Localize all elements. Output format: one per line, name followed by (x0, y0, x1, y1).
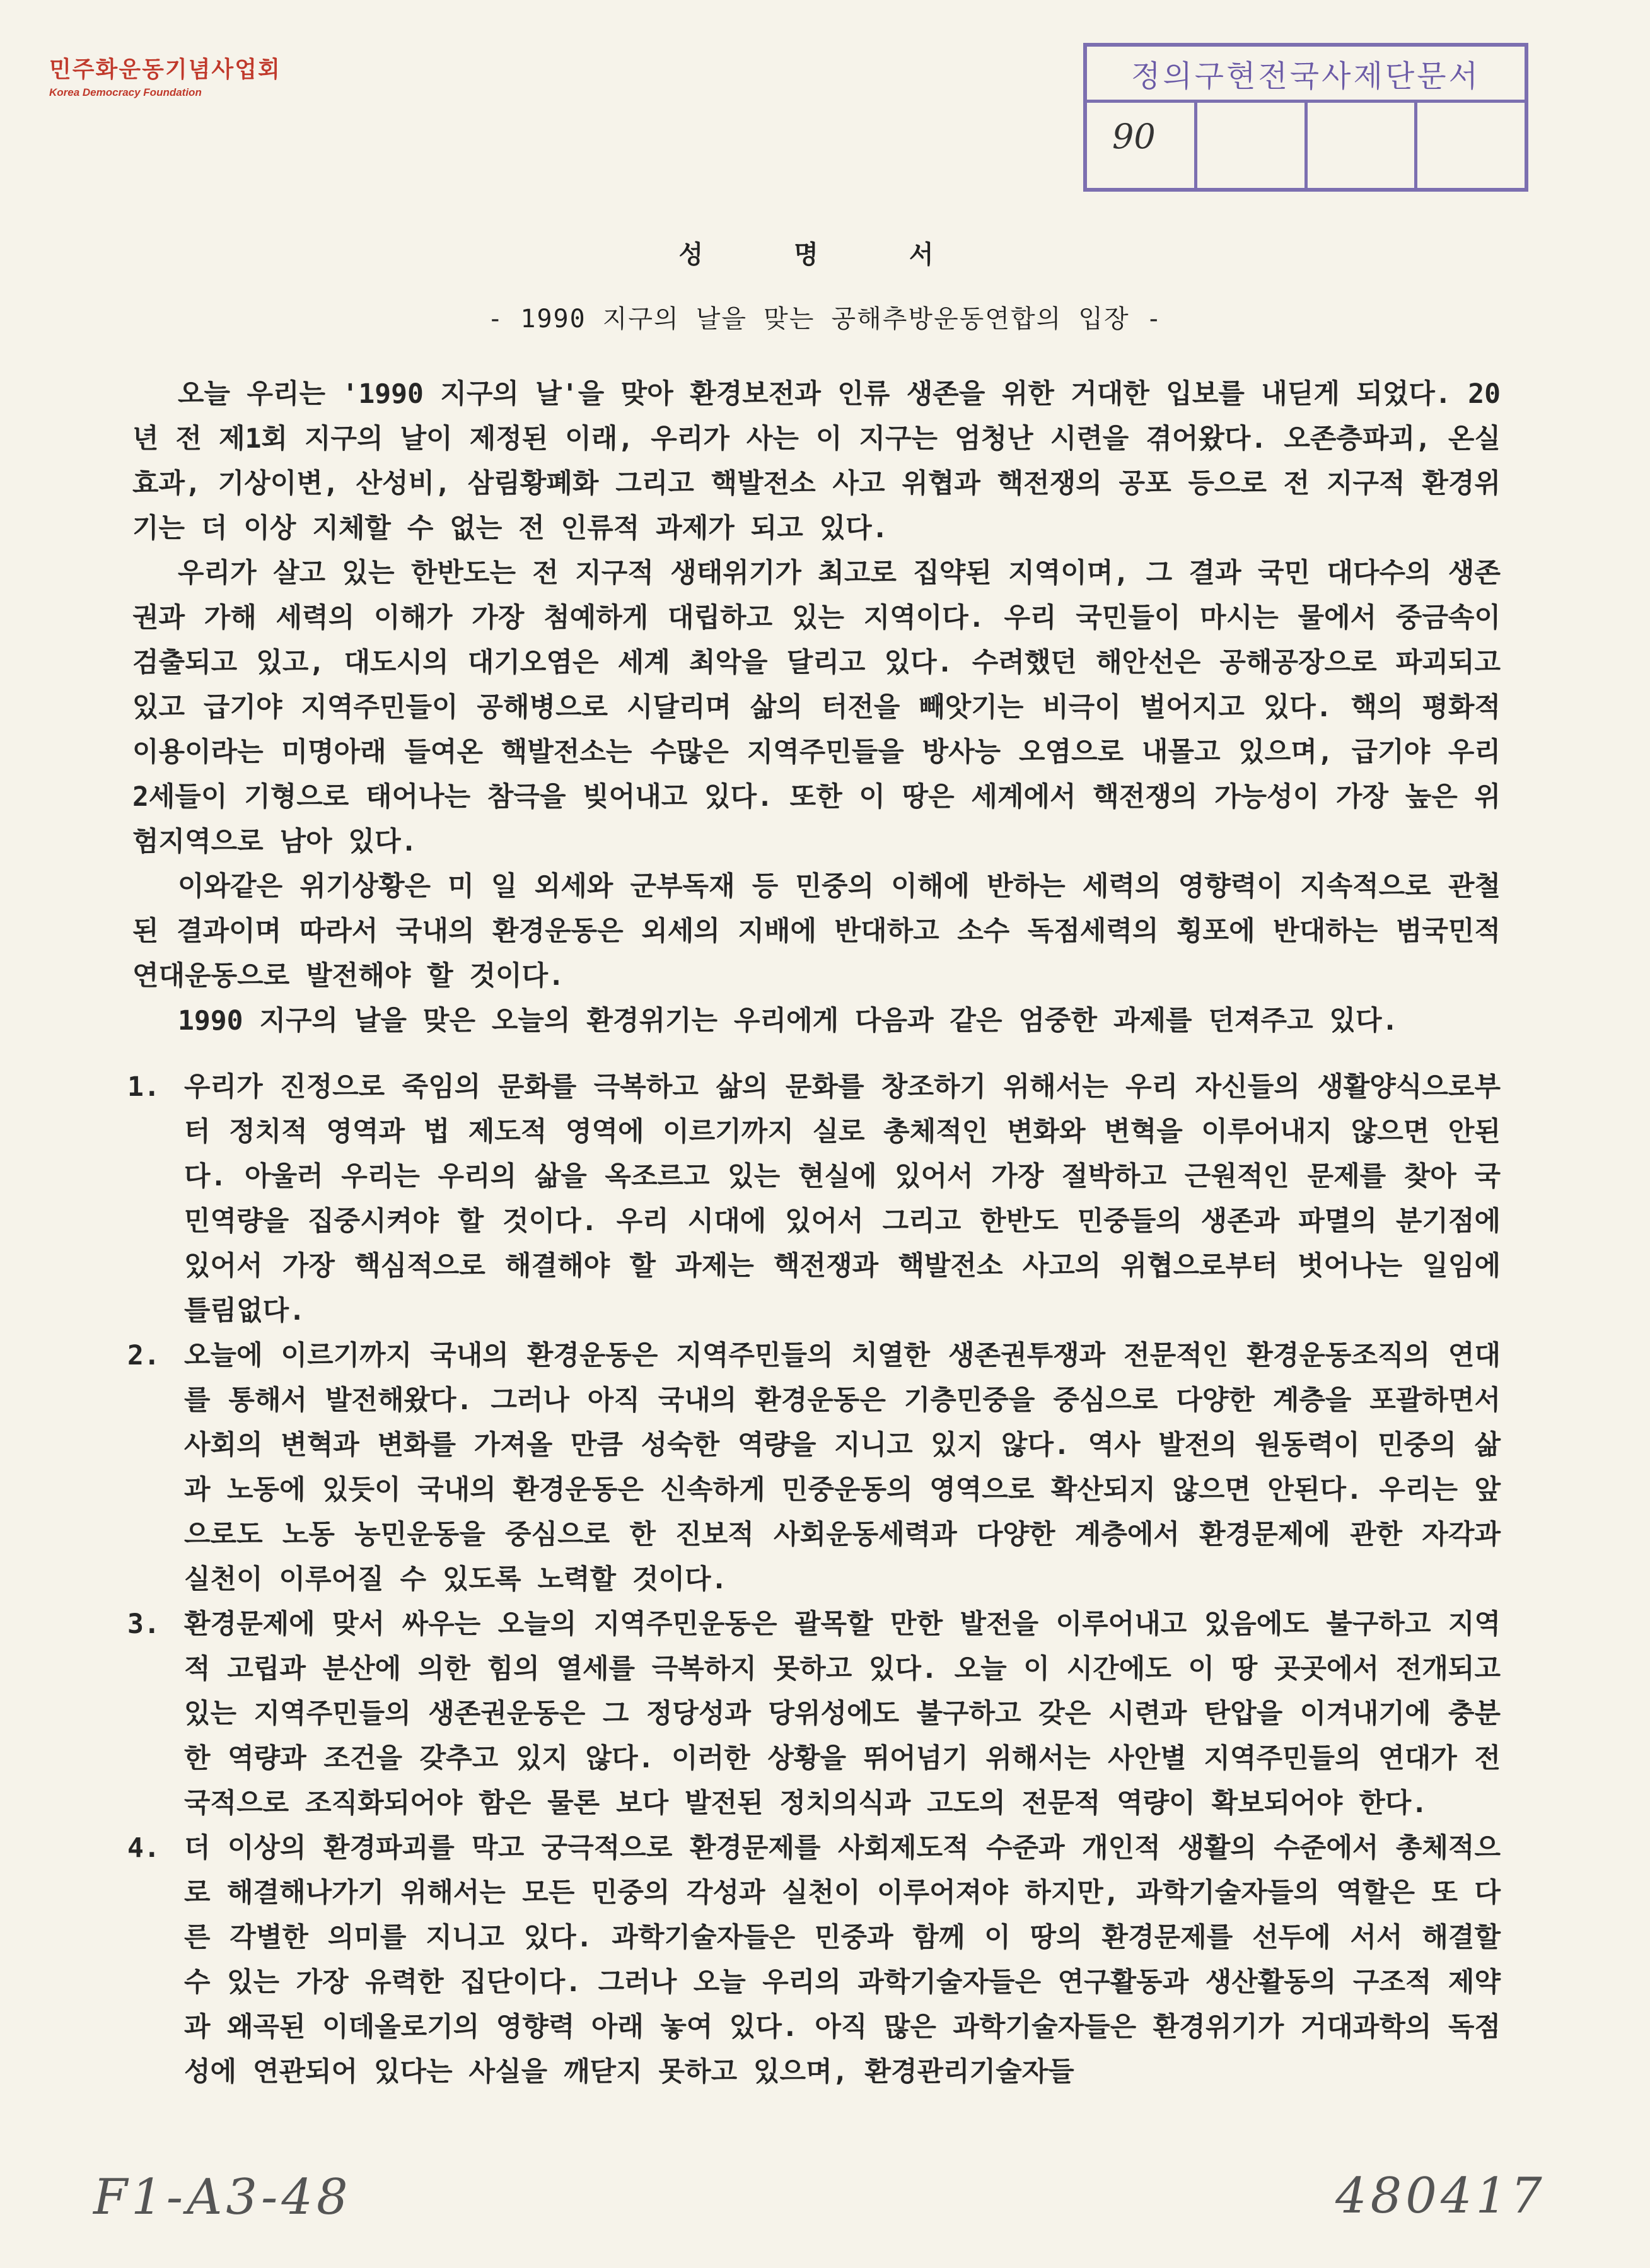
list-item (127, 1334, 1501, 1602)
foundation-logo (49, 52, 281, 99)
numbered-list (127, 1065, 1501, 2095)
handwritten-archive-code: F1-A3-48 (93, 2169, 352, 2226)
stamp-cell (1417, 103, 1525, 191)
stamp-cell (1197, 103, 1308, 191)
list-item (127, 1065, 1501, 1334)
stamp-cells (1087, 103, 1525, 191)
stamp-cell (1087, 103, 1197, 191)
handwritten-serial-number: 480417 (1335, 2168, 1546, 2224)
list-item-text: 환경문제에 맞서 싸우는 오늘의 지역주민운동은 괄목할 만한 발전을 이루어내고 있음에도 불구하고 지역적 고립과 분산에 의한 힘의 열세를 극복하지 못하고 있다. 오늘 이 시간에도 이 땅 곳곳에서 전개되고 있는 지역주민들의 생존권운동은 그 정당성과 당위성에도 불구하고 갖은 시련과 탄압을 이겨내기에 충분한 역량과 조건을 갖추고 있지 않다. 이러한 상황을 뛰어넘기 위해서는 사안별 지역주민들의 연대가 전국적으로 조직화되어야 함은 물론 보다 발전된 정치의식과 고도의 전문적 역량이 확보되어야 한다. (184, 1608, 1501, 1819)
stamp-number: 90 (1112, 117, 1156, 156)
stamp-title: 정의구현전국사제단문서 (1087, 47, 1525, 103)
list-item-number: 2. (127, 1340, 160, 1371)
list-item-number: 4. (127, 1832, 160, 1864)
intro-paragraph: 우리가 살고 있는 한반도는 전 지구적 생태위기가 최고로 집약된 지역이며, 그 결과 국민 대다수의 생존권과 가해 세력의 이해가 가장 첨예하게 대립하고 있는 지역이다. 우리 국민들이 마시는 물에서 중금속이 검출되고 있고, 대도시의 대기오염은 세계 최악을 달리고 있다. 수려했던 해안선은 공해공장으로 파괴되고 있고 급기야 지역주민들이 공해병으로 시달리며 삶의 터전을 빼앗기는 비극이 벌어지고 있다. 핵의 평화적 이용이라는 미명아래 들여온 핵발전소는 수많은 지역주민들을 방사능 오염으로 내몰고 있으며, 급기야 우리 2세들이 기형으로 태어나는 참극을 빚어내고 있다. 또한 이 땅은 세계에서 핵전쟁의 가능성이 가장 높은 위험지역으로 남아 있다. (132, 557, 1501, 858)
intro-paragraph: 이와같은 위기상황은 미 일 외세와 군부독재 등 민중의 이해에 반하는 세력의 영향력이 지속적으로 관철된 결과이며 따라서 국내의 환경운동은 외세의 지배에 반대하고 소수 독점세력의 횡포에 반대하는 범국민적 연대운동으로 발전해야 할 것이다. (132, 871, 1501, 992)
list-item-text: 우리가 진정으로 죽임의 문화를 극복하고 삶의 문화를 창조하기 위해서는 우리 자신들의 생활양식으로부터 정치적 영역과 법 제도적 영역에 이르기까지 실로 총체적인 변화와 변혁을 이루어내지 않으면 안된다. 아울러 우리는 우리의 삶을 옥조르고 있는 현실에 있어서 가장 절박하고 근원적인 문제를 찾아 국민역량을 집중시켜야 할 것이다. 우리 시대에 있어서 그리고 한반도 민중들의 생존과 파멸의 분기점에 있어서 가장 핵심적으로 해결해야 할 과제는 핵전쟁과 핵발전소 사고의 위협으로부터 벗어나는 일임에 틀림없다. (184, 1071, 1501, 1327)
intro-paragraph: 오늘 우리는 '1990 지구의 날'을 맞아 환경보전과 인류 생존을 위한 거대한 입보를 내딛게 되었다. 20년 전 제1회 지구의 날이 제정된 이래, 우리가 사는 이 지구는 엄청난 시련을 겪어왔다. 오존층파괴, 온실효과, 기상이변, 산성비, 삼림황폐화 그리고 핵발전소 사고 위협과 핵전쟁의 공포 등으로 전 지구적 환경위기는 더 이상 지체할 수 없는 전 인류적 과제가 되고 있다. (132, 378, 1501, 544)
list-item (127, 1826, 1501, 2095)
intro-paragraph: 1990 지구의 날을 맞은 오늘의 환경위기는 우리에게 다음과 같은 엄중한 과제를 던져주고 있다. (178, 1005, 1398, 1037)
logo-korean-text: 민주화운동기념사업회 (49, 56, 281, 83)
list-item-text: 오늘에 이르기까지 국내의 환경운동은 지역주민들의 치열한 생존권투쟁과 전문적인 환경운동조직의 연대를 통해서 발전해왔다. 그러나 아직 국내의 환경운동은 기층민중을 중심으로 다양한 계층을 포괄하면서 사회의 변혁과 변화를 가져올 만큼 성숙한 역량을 지니고 있지 않다. 역사 발전의 원동력이 민중의 삶과 노동에 있듯이 국내의 환경운동은 신속하게 민중운동의 영역으로 확산되지 않으면 안된다. 우리는 앞으로도 노동 농민운동을 중심으로 한 진보적 사회운동세력과 다양한 계층에서 환경문제에 관한 자각과 실천이 이루어질 수 있도록 노력할 것이다. (184, 1340, 1501, 1595)
list-item-text: 더 이상의 환경파괴를 막고 궁극적으로 환경문제를 사회제도적 수준과 개인적 생활의 수준에서 총체적으로 해결해나가기 위해서는 모든 민중의 각성과 실천이 이루어져야 하지만, 과학기술자들의 역할은 또 다른 각별한 의미를 지니고 있다. 과학기술자들은 민중과 함께 이 땅의 환경문제를 선두에 서서 해결할 수 있는 가장 유력한 집단이다. 그러나 오늘 우리의 과학기술자들은 연구활동과 생산활동의 구조적 제약과 왜곡된 이데올로기의 영향력 아래 놓여 있다. 아직 많은 과학기술자들은 환경위기가 거대과학의 독점성에 연관되어 있다는 사실을 깨닫지 못하고 있으며, 환경관리기술자들 (184, 1832, 1501, 2088)
document-title: 성 명 서 (678, 240, 972, 269)
document-body (127, 372, 1501, 2095)
list-item-number: 3. (127, 1608, 160, 1640)
logo-english-text: Korea Democracy Foundation (49, 86, 202, 98)
list-item (127, 1602, 1501, 1826)
stamp-cell (1308, 103, 1418, 191)
archive-stamp (1083, 43, 1528, 192)
document-subtitle: - 1990 지구의 날을 맞는 공해추방운동연합의 입장 - (487, 305, 1163, 334)
list-item-number: 1. (127, 1071, 160, 1103)
